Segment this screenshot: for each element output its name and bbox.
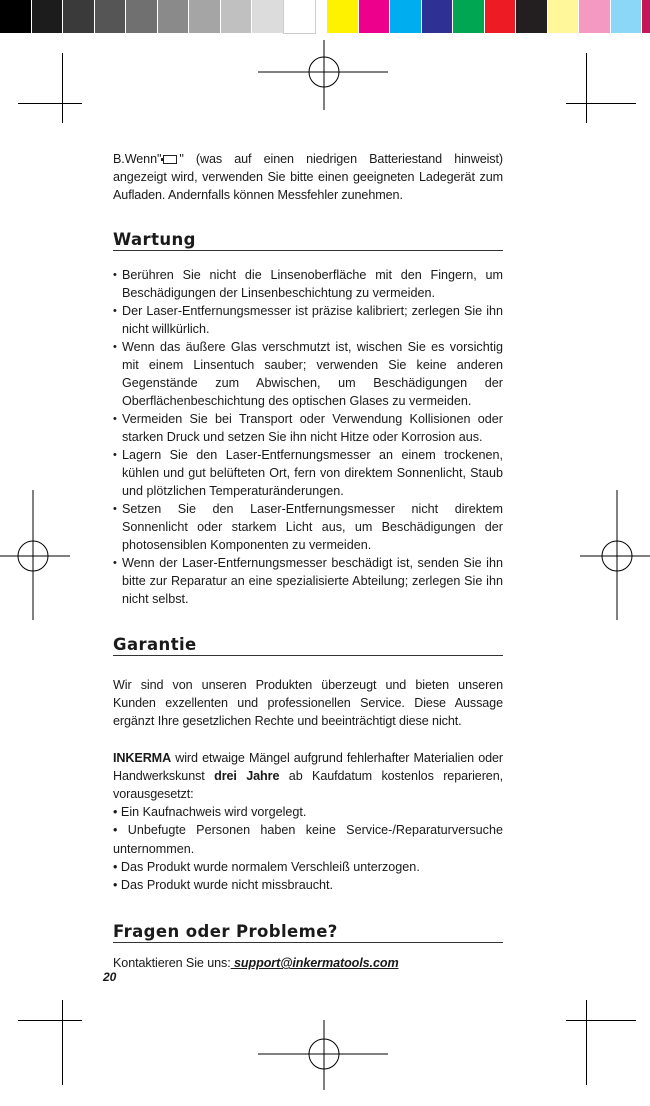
- wartung-item: • Berühren Sie nicht die Linsenoberfläche mit den Fingern, um Beschädigungen der Linsenbeschichtung zu vermeiden.: [113, 266, 503, 302]
- contact-label: Kontaktieren Sie uns:: [113, 956, 231, 970]
- wartung-item: • Der Laser-Entfernungsmesser ist präzise kalibriert; zerlegen Sie ihn nicht willkürlich.: [113, 302, 503, 338]
- color-swatch: [453, 0, 485, 33]
- wartung-item: • Vermeiden Sie bei Transport oder Verwendung Kollisionen oder starken Druck und setzen Sie ihn nicht Hitze oder Korrosion aus.: [113, 410, 503, 446]
- gray-swatch: [284, 0, 316, 33]
- intro-paragraph: [113, 150, 503, 205]
- color-swatch: [548, 0, 580, 33]
- garantie-paragraph-2: [113, 749, 503, 804]
- color-swatch: [422, 0, 454, 33]
- wartung-list: [113, 266, 503, 608]
- crop-mark: [566, 103, 636, 104]
- color-swatch: [485, 0, 517, 33]
- color-swatch: [642, 0, 650, 33]
- gray-swatch: [252, 0, 284, 33]
- section-title-garantie: Garantie: [113, 635, 503, 656]
- crop-mark: [586, 1000, 587, 1085]
- gray-swatch: [126, 0, 158, 33]
- color-swatch: [359, 0, 391, 33]
- color-swatch: [390, 0, 422, 33]
- gray-swatch: [95, 0, 127, 33]
- garantie-text: ab Kaufdatum kostenlos reparieren, vorausgesetzt:: [113, 768, 503, 802]
- brand-name: INKERMA: [113, 750, 172, 765]
- gray-swatch: [0, 0, 32, 33]
- crop-mark: [566, 1020, 636, 1021]
- warranty-duration: drei Jahre: [214, 768, 280, 783]
- crop-mark: [62, 53, 63, 123]
- color-swatch: [516, 0, 548, 33]
- wartung-item: • Wenn der Laser-Entfernungsmesser beschädigt ist, senden Sie ihn bitte zur Reparatur an eine spezialisierte Abteilung; zerlegen Sie ihn nicht selbst.: [113, 554, 503, 608]
- intro-text-start: B.Wenn": [113, 152, 162, 166]
- crop-mark: [62, 1000, 63, 1085]
- registration-mark-right: [580, 490, 650, 620]
- condition-item: • Das Produkt wurde nicht missbraucht.: [113, 876, 503, 894]
- section-title-fragen: Fragen oder Probleme?: [113, 922, 503, 943]
- gray-swatch: [221, 0, 253, 33]
- color-calibration-bar: [327, 0, 650, 33]
- crop-mark: [18, 103, 82, 104]
- support-email-link[interactable]: support@inkermatools.com: [230, 956, 399, 970]
- crop-mark: [586, 53, 587, 123]
- registration-mark-bottom: [258, 1020, 388, 1090]
- garantie-paragraph-1: Wir sind von unseren Produkten überzeugt und bieten unseren Kunden exzellenten und professionellen Service. Diese Aussage ergänzt Ihre gesetzlichen Rechte und beeinträchtigt diese nicht.: [113, 678, 503, 729]
- registration-mark-left: [0, 490, 70, 620]
- color-swatch: [611, 0, 643, 33]
- condition-item: • Das Produkt wurde normalem Verschleiß unterzogen.: [113, 858, 503, 876]
- color-swatch: [327, 0, 359, 33]
- gray-swatch: [158, 0, 190, 33]
- garantie-body: [113, 676, 503, 894]
- condition-item: • Ein Kaufnachweis wird vorgelegt.: [113, 803, 503, 821]
- contact-line: [113, 954, 503, 972]
- condition-item: • Unbefugte Personen haben keine Service-/Reparaturversuche unternommen.: [113, 821, 503, 857]
- wartung-item: • Wenn das äußere Glas verschmutzt ist, wischen Sie es vorsichtig mit einem Linsentuch sauber; verwenden Sie keine anderen Gegenstände zum Abwischen, um Beschädigungen der Oberflächenbeschichtung des optischen Glases zu vermeiden.: [113, 338, 503, 410]
- battery-low-icon: [163, 155, 177, 164]
- garantie-text: wird etwaige Mängel aufgrund fehlerhafter Materialien oder Handwerkskunst: [113, 750, 503, 783]
- section-title-wartung: Wartung: [113, 230, 503, 251]
- gray-swatch: [63, 0, 95, 33]
- wartung-item: • Setzen Sie den Laser-Entfernungsmesser nicht direktem Sonnenlicht oder starkem Licht aus, um Beschädigungen der photosensiblen Komponenten zu vermeiden.: [113, 500, 503, 554]
- crop-mark: [18, 1020, 82, 1021]
- color-swatch: [579, 0, 611, 33]
- garantie-conditions: [113, 803, 503, 894]
- wartung-item: • Lagern Sie den Laser-Entfernungsmesser an einem trockenen, kühlen und gut belüfteten Ort, fern von direktem Sonnenlicht, Staub und plötzlichen Temperaturänderungen.: [113, 446, 503, 500]
- registration-mark-top: [258, 40, 388, 110]
- gray-swatch: [189, 0, 221, 33]
- grayscale-calibration-bar: [0, 0, 315, 33]
- intro-text-end: " (was auf einen niedrigen Batteriestand hinweist) angezeigt wird, verwenden Sie bitte einen geeigneten Ladegerät zum Aufladen. Andernfalls können Messfehler zunehmen.: [113, 152, 503, 203]
- gray-swatch: [32, 0, 64, 33]
- page-number: 20: [103, 970, 117, 984]
